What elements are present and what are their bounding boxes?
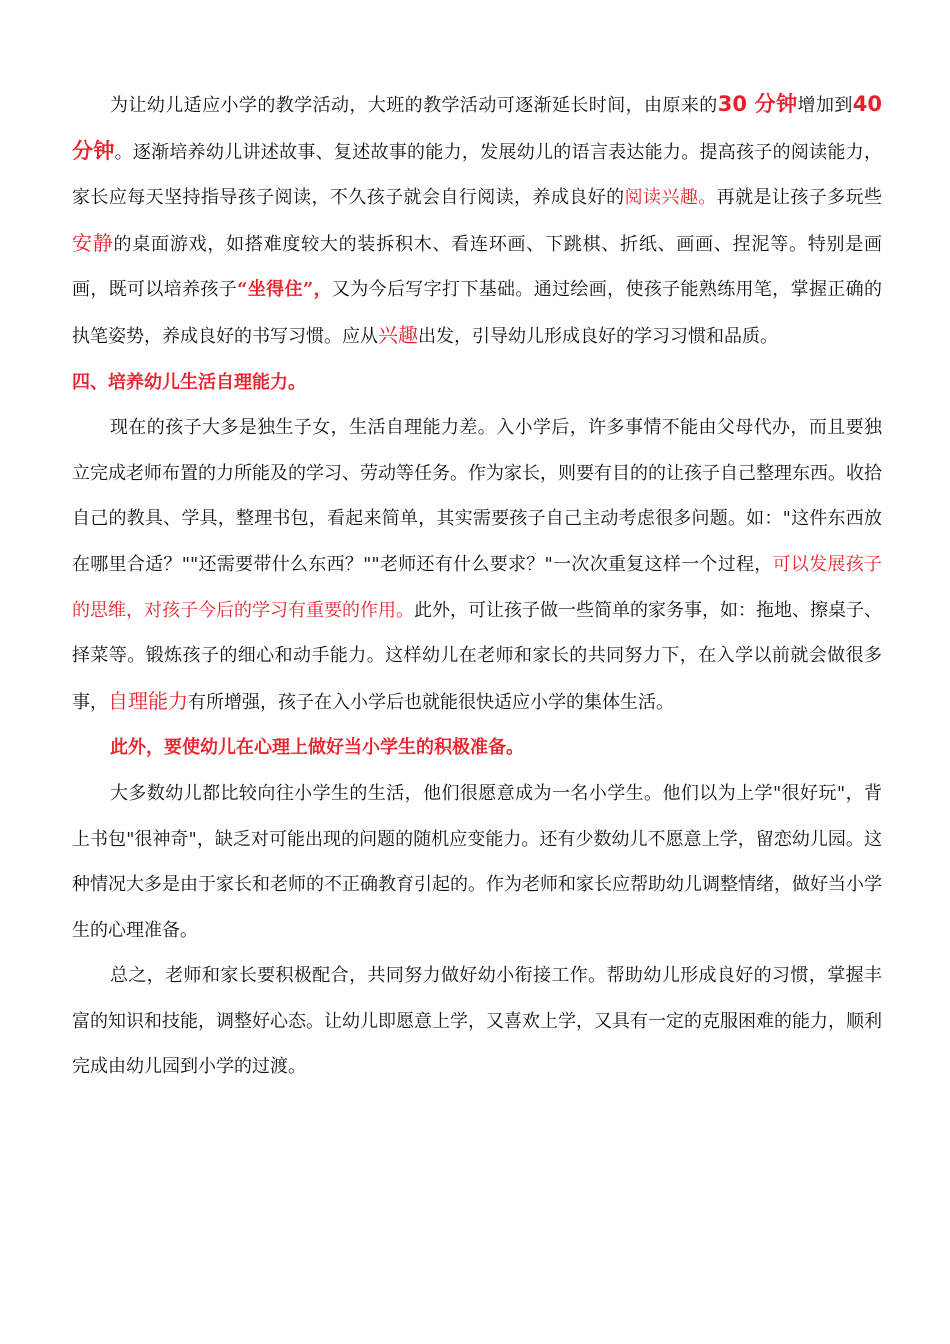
highlight-interest: 兴趣 [378, 322, 418, 347]
document-page [72, 82, 882, 1090]
highlight-40-minutes: 40 分钟 [72, 92, 883, 163]
text-span: 又为今后写字打下基础。通过绘画，使孩子能熟练用笔，掌握正确的执笔姿势，养成良好的书写习惯。应从 [72, 279, 882, 347]
paragraph-mental-prep: 大多数幼儿都比较向往小学生的生活，他们很愿意成为一名小学生。他们以为上学"很好玩"，背上书包"很神奇"，缺乏对可能出现的问题的随机应变能力。还有少数幼儿不愿意上学，留恋幼儿园。这种情况大多是由于家长和老师的不正确教育引起的。作为老师和家长应帮助幼儿调整情绪，做好当小学生的心理准备。 [72, 782, 882, 941]
text-span: 的桌面游戏，如搭难度较大的装拆积木、看连环画、下跳棋、折纸、画画、捏泥等。特别是画画，既可以培养孩子 [72, 233, 883, 301]
text-span: 再就是让孩子多玩些 [716, 187, 883, 209]
section-heading-5: 此外，要使幼儿在心理上做好当小学生的积极准备。 [110, 737, 524, 759]
text-span: 有所增强，孩子在入小学后也就能很快适应小学的集体生活。 [188, 691, 674, 713]
paragraph-summary: 总之，老师和家长要积极配合，共同努力做好幼小衔接工作。帮助幼儿形成良好的习惯，掌握丰富的知识和技能，调整好心态。让幼儿即愿意上学，又喜欢上学，又具有一定的克服困难的能力，顺利完成由幼儿园到小学的过渡。 [72, 965, 882, 1078]
highlight-self-care-ability: 自理能力 [108, 688, 188, 713]
highlight-sit-still: “坐得住”， [237, 279, 332, 301]
paragraph-reading-habits [72, 82, 882, 360]
paragraph-self-care [72, 405, 882, 725]
text-span: 为让幼儿适应小学的教学活动，大班的教学活动可逐渐延长时间，由原来的 [110, 95, 718, 116]
highlight-30-minutes: 30 分钟 [717, 92, 798, 116]
section-heading-4: 四、培养幼儿生活自理能力。 [72, 371, 306, 393]
highlight-reading-interest: 阅读兴趣。 [624, 187, 717, 209]
text-span: 。逐渐培养幼儿讲述故事、复述故事的能力，发展幼儿的语言表达能力。提高孩子的阅读能力，家长应每天坚持指导孩子阅读，不久孩子就会自行阅读，养成良好的 [72, 141, 882, 209]
text-span: 增加到 [797, 95, 853, 116]
highlight-thinking: 可以发展孩子的思维，对孩子今后的学习有重要的作用。 [72, 553, 882, 621]
text-span: 出发，引导幼儿形成良好的学习习惯和品质。 [418, 325, 778, 347]
text-span: 此外，可让孩子做一些简单的家务事，如：拖地、擦桌子、择菜等。锻炼孩子的细心和动手能力。这样幼儿在老师和家长的共同努力下，在入学以前就会做很多事， [72, 599, 882, 713]
text-span: 现在的孩子大多是独生子女，生活自理能力差。入小学后，许多事情不能由父母代办，而且要独立完成老师布置的力所能及的学习、劳动等任务。作为家长，则要有目的的让孩子自己整理东西。收拾自己的教具、学具，整理书包，看起来简单，其实需要孩子自己主动考虑很多问题。如："这件东西放在哪里合适？""还需要带什么东西？""老师还有什么要求？"一次次重复这样一个过程， [72, 417, 882, 575]
highlight-quiet: 安静 [72, 230, 114, 255]
